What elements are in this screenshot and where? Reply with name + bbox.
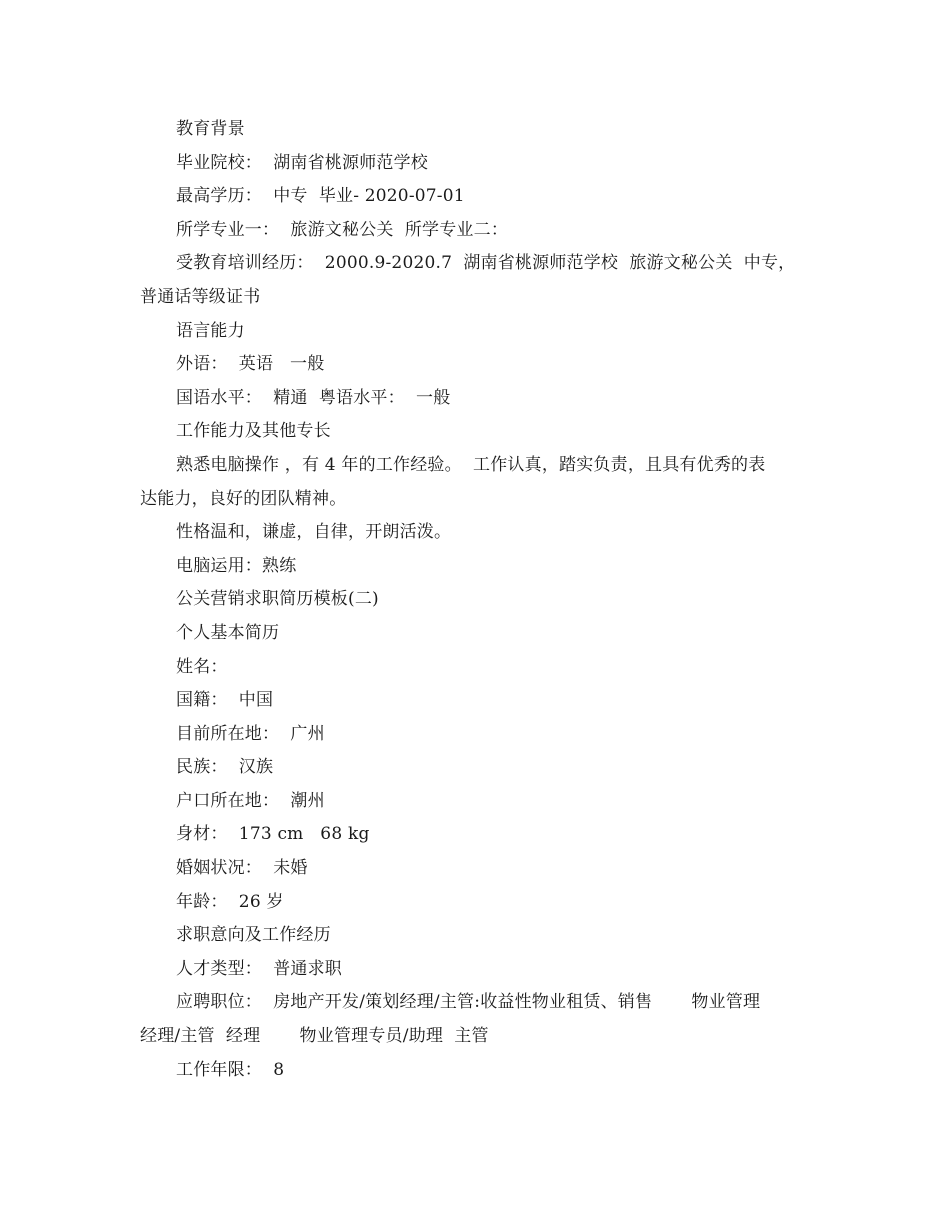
- text-line-years: 工作年限： 8: [176, 1059, 285, 1080]
- text-line-position: 应聘职位： 房地产开发/策划经理/主管:收益性物业租赁、销售 物业管理: [176, 992, 761, 1013]
- text-line-age: 年龄： 26 岁: [176, 891, 284, 912]
- text-line-skills: 熟悉电脑操作 ，有 4 年的工作经验。 工作认真，踏实负责，且具有优秀的表: [176, 454, 766, 475]
- text-line-training: 受教育培训经历： 2000.9-2020.7 湖南省桃源师范学校 旅游文秘公关 中专，: [176, 253, 796, 274]
- text-line-ethnicity: 民族： 汉族: [176, 757, 274, 778]
- section-heading-skills: 工作能力及其他专长: [176, 421, 331, 442]
- text-line-training-cont: 普通话等级证书: [140, 286, 261, 307]
- section-heading-education: 教育背景: [176, 119, 245, 139]
- text-line-position-cont: 经理/主管 经理 物业管理专员/助理 主管: [140, 1026, 489, 1047]
- text-line-body: 身材： 173 cm 68 kg: [176, 824, 370, 845]
- document-page: [140, 113, 820, 1087]
- text-line-skills-cont: 达能力，良好的团队精神。: [140, 488, 347, 509]
- text-line-computer: 电脑运用：熟练: [176, 555, 297, 576]
- text-line-highest-degree: 最高学历： 中专 毕业- 2020-07-01: [176, 186, 465, 207]
- text-line-marital: 婚姻状况： 未婚: [176, 858, 308, 879]
- text-line-name: 姓名：: [176, 656, 228, 677]
- text-line-hukou: 户口所在地： 潮州: [176, 790, 325, 811]
- section-heading-basic-info: 个人基本简历: [176, 622, 280, 643]
- text-line-talent-type: 人才类型： 普通求职: [176, 958, 343, 979]
- text-line-nationality: 国籍： 中国: [176, 690, 274, 711]
- section-heading-template-2: 公关营销求职简历模板(二): [176, 589, 379, 610]
- text-line-major: 所学专业一： 旅游文秘公关 所学专业二：: [176, 219, 509, 240]
- text-line-mandarin-cantonese: 国语水平： 精通 粤语水平： 一般: [176, 387, 451, 408]
- text-line-school: 毕业院校： 湖南省桃源师范学校: [176, 152, 429, 173]
- section-heading-job-intent: 求职意向及工作经历: [176, 925, 331, 946]
- section-heading-language: 语言能力: [176, 320, 245, 341]
- text-line-foreign-language: 外语： 英语 一般: [176, 354, 325, 375]
- text-line-personality: 性格温和，谦虚，自律，开朗活泼。: [176, 522, 452, 543]
- text-line-location: 目前所在地： 广州: [176, 723, 325, 744]
